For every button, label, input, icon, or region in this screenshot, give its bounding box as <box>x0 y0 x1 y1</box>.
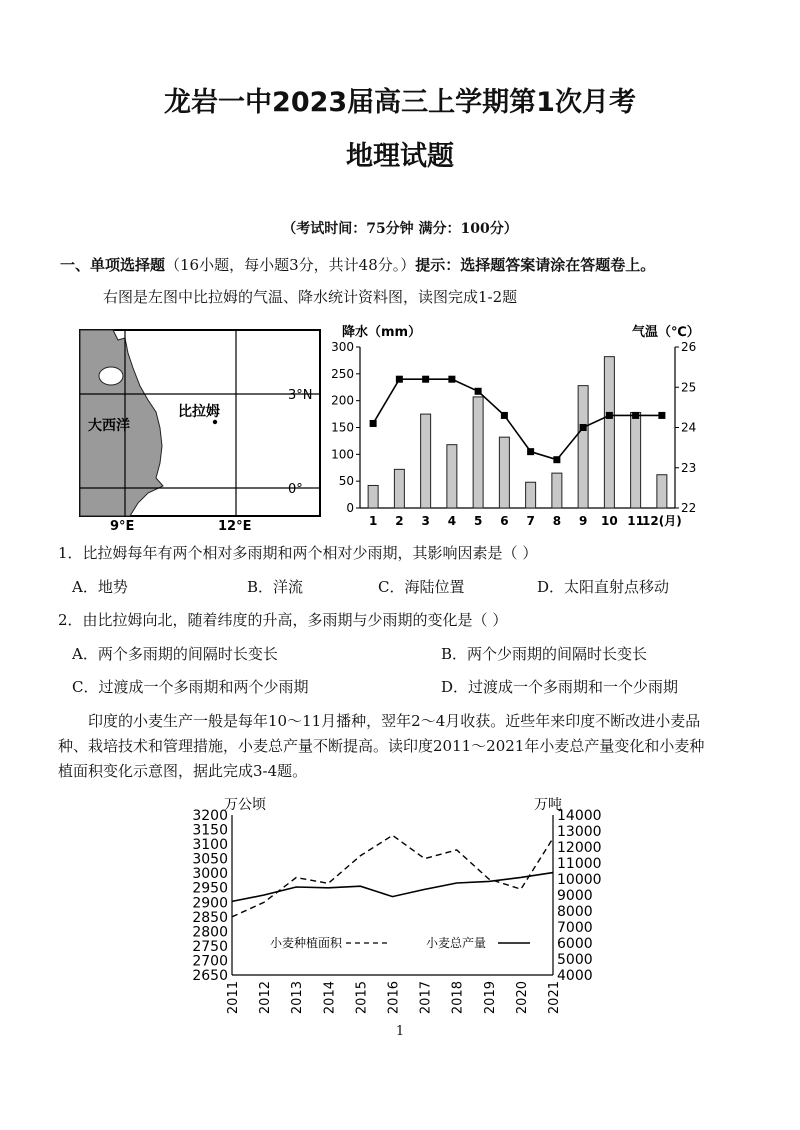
output-unit-label: 万吨 <box>534 797 562 813</box>
temp-point <box>396 376 403 383</box>
precip-tick-label: 200 <box>331 393 354 408</box>
precip-tick-label: 0 <box>346 501 354 515</box>
page-number: 1 <box>395 1024 405 1039</box>
area-line <box>232 835 553 916</box>
q1-option-b[interactable]: B．洋流 <box>247 578 304 596</box>
section-heading <box>60 254 655 275</box>
month-label: 11 <box>627 514 644 528</box>
year-label: 2015 <box>354 981 370 1015</box>
q2-option-a[interactable]: A．两个多雨期的间隔时长变长 <box>72 645 278 663</box>
area-tick-label: 3000 <box>192 866 228 883</box>
precip-bar <box>631 412 641 508</box>
wheat-chart <box>180 793 620 1028</box>
area-tick-label: 3200 <box>192 808 228 824</box>
month-label: 9 <box>578 514 588 528</box>
area-tick-label: 2700 <box>192 953 228 970</box>
lon-9e-label: 9°E <box>110 519 135 534</box>
temp-point <box>632 412 639 419</box>
temp-line <box>373 379 662 460</box>
lon-12e-label: 12°E <box>218 519 252 534</box>
month-label: 5 <box>473 514 483 528</box>
temp-point <box>475 388 482 395</box>
temp-point <box>501 412 508 419</box>
month-label: 7 <box>526 514 535 528</box>
output-tick-label: 8000 <box>557 904 593 920</box>
temp-tick-label: 22 <box>681 501 697 515</box>
year-label: 2020 <box>514 981 530 1015</box>
output-tick-label: 14000 <box>557 808 602 824</box>
year-label: 2012 <box>258 981 274 1015</box>
output-tick-label: 4000 <box>557 968 593 984</box>
temp-point <box>580 424 587 431</box>
month-label: 3 <box>421 514 430 528</box>
precip-axis-title: 降水（mm） <box>342 325 422 340</box>
area-tick-label: 3150 <box>192 822 228 839</box>
q1-option-d[interactable]: D．太阳直射点移动 <box>537 578 670 596</box>
output-tick-label: 11000 <box>557 856 602 872</box>
temp-point <box>370 420 377 427</box>
area-tick-label: 3100 <box>192 837 228 854</box>
temp-point <box>448 376 455 383</box>
year-label: 2019 <box>482 981 498 1015</box>
location-map <box>78 328 328 534</box>
lat-0-label: 0° <box>288 482 303 497</box>
page-title: 龙岩一中2023届高三上学期第1次月考 <box>164 87 636 118</box>
precip-tick-label: 50 <box>338 474 354 489</box>
month-label: 6 <box>500 514 509 528</box>
question-1-stem: 1．比拉姆每年有两个相对多雨期和两个相对少雨期，其影响因素是（ ） <box>58 544 538 562</box>
precip-bar <box>657 475 667 508</box>
precip-bar <box>552 473 562 508</box>
month-label: 8 <box>552 514 562 528</box>
city-label: 比拉姆 <box>178 404 220 420</box>
area-tick-label: 2800 <box>192 924 228 941</box>
section-title: 一、单项选择题 <box>60 256 166 274</box>
output-tick-label: 13000 <box>557 824 602 840</box>
precip-bar <box>499 437 509 508</box>
year-label: 2011 <box>226 981 241 1015</box>
intro-2-line-2: 种、栽培技术和管理措施，小麦总产量不断提高。读印度2011～2021年小麦总产量变化和小麦种 <box>58 737 705 755</box>
precip-bar <box>368 485 378 508</box>
output-tick-label: 6000 <box>557 936 593 952</box>
precip-bar <box>604 357 614 508</box>
q2-option-c[interactable]: C．过渡成一个多雨期和两个少雨期 <box>72 678 309 696</box>
intro-2-line-1: 印度的小麦生产一般是每年10～11月播种，翌年2～4月收获。近些年来印度不断改进小麦品 <box>88 712 701 730</box>
temp-point <box>553 456 560 463</box>
area-tick-label: 2950 <box>192 880 228 897</box>
temp-tick-label: 24 <box>681 420 697 435</box>
output-tick-label: 10000 <box>557 872 602 888</box>
page-subtitle: 地理试题 <box>346 141 454 172</box>
month-label: 10 <box>601 514 618 528</box>
precip-tick-label: 150 <box>331 420 354 435</box>
lat-3n-label: 3°N <box>288 388 313 403</box>
precip-bar <box>526 482 536 508</box>
area-tick-label: 2750 <box>192 938 228 955</box>
temp-point <box>658 412 665 419</box>
year-label: 2018 <box>450 981 466 1015</box>
section-tip: 提示：选择题答案请涂在答题卷上。 <box>415 256 656 274</box>
question-2-stem: 2．由比拉姆向北，随着纬度的升高，多雨期与少雨期的变化是（ ） <box>58 611 508 629</box>
temp-point <box>527 448 534 455</box>
precip-bar <box>473 397 483 508</box>
output-tick-label: 12000 <box>557 840 602 856</box>
precip-tick-label: 300 <box>331 340 354 354</box>
precip-tick-label: 100 <box>331 447 354 462</box>
q1-option-a[interactable]: A．地势 <box>72 578 128 596</box>
area-tick-label: 2900 <box>192 895 228 912</box>
area-tick-label: 2850 <box>192 909 228 926</box>
temp-axis-title: 气温（℃） <box>632 325 700 340</box>
precip-tick-label: 250 <box>331 366 354 381</box>
precip-bar <box>421 414 431 508</box>
area-tick-label: 2650 <box>192 968 228 984</box>
month-label: 1 <box>368 514 378 528</box>
output-line <box>232 873 553 902</box>
precip-bar <box>578 386 588 508</box>
temp-point <box>606 412 613 419</box>
q2-option-d[interactable]: D．过渡成一个多雨期和一个少雨期 <box>441 678 679 696</box>
year-label: 2014 <box>322 981 338 1015</box>
intro-2-line-3: 植面积变化示意图，据此完成3-4题。 <box>58 762 308 780</box>
year-label: 2013 <box>290 981 306 1015</box>
area-tick-label: 3050 <box>192 851 228 868</box>
temp-point <box>422 376 429 383</box>
climate-chart <box>330 320 710 532</box>
temp-tick-label: 23 <box>681 460 697 475</box>
temp-tick-label: 25 <box>681 380 697 395</box>
output-tick-label: 5000 <box>557 952 593 968</box>
temp-tick-label: 26 <box>681 340 697 354</box>
precip-bar <box>447 445 457 508</box>
intro-1: 右图是左图中比拉姆的气温、降水统计资料图，读图完成1-2题 <box>103 288 518 306</box>
section-note: （16小题，每小题3分，共计48分。） <box>165 256 416 274</box>
ocean-label: 大西洋 <box>88 418 130 434</box>
year-label: 2016 <box>386 981 402 1015</box>
island <box>99 367 123 385</box>
year-label: 2017 <box>418 981 434 1015</box>
year-label: 2021 <box>547 981 562 1015</box>
area-unit-label: 万公顷 <box>224 797 266 813</box>
city-marker <box>213 420 217 424</box>
precip-bar <box>394 469 404 508</box>
legend-output-label: 小麦总产量 <box>426 936 487 950</box>
month-label: 4 <box>447 514 457 528</box>
q1-option-c[interactable]: C．海陆位置 <box>378 578 465 596</box>
month-label: 12(月) <box>642 514 682 528</box>
exam-info: （考试时间：75分钟 满分：100分） <box>282 221 518 237</box>
output-tick-label: 7000 <box>557 920 593 936</box>
output-tick-label: 9000 <box>557 888 593 904</box>
month-label: 2 <box>395 514 404 528</box>
q2-option-b[interactable]: B．两个少雨期的间隔时长变长 <box>441 645 648 663</box>
legend-area-label: 小麦种植面积 <box>270 936 343 950</box>
